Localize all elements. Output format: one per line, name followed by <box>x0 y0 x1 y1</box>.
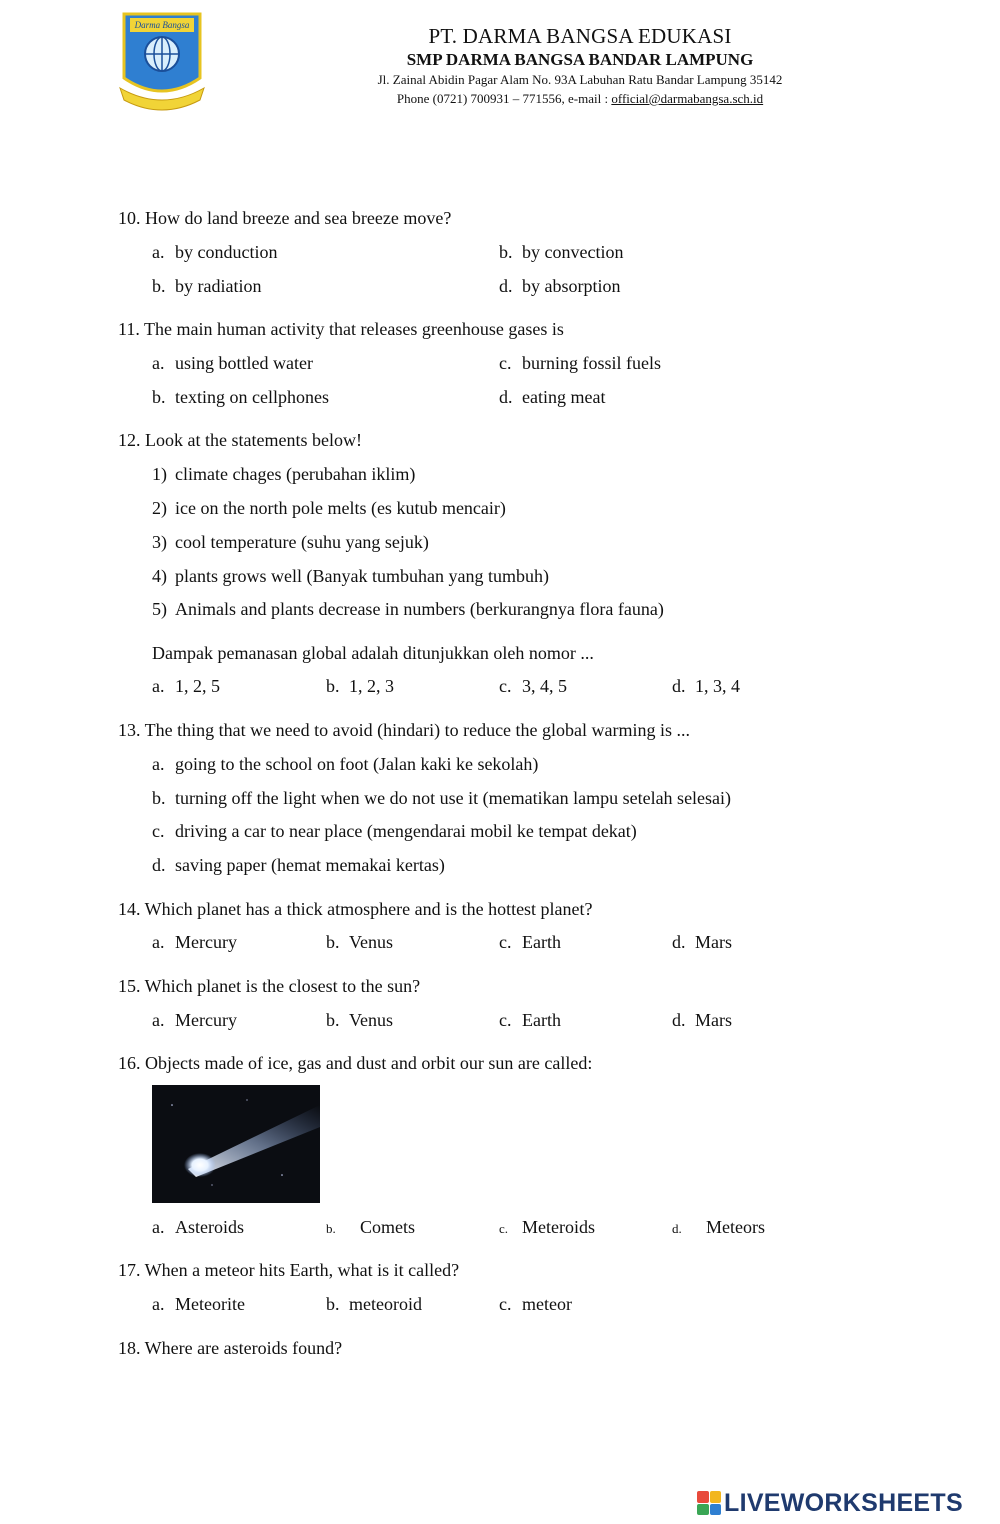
statement-number: 2) <box>152 498 167 518</box>
phone-text: Phone (0721) 700931 – 771556, e-mail : <box>396 91 612 106</box>
statement-text: plants grows well (Banyak tumbuhan yang tumbuh) <box>175 566 549 586</box>
option-letter: a. <box>152 676 165 696</box>
option-text: Comets <box>360 1217 416 1237</box>
q14-option[interactable] <box>499 932 561 953</box>
option-text: eating meat <box>522 387 606 407</box>
option-letter: a. <box>152 242 165 262</box>
option-letter: b. <box>326 1294 340 1314</box>
school-contact <box>0 91 1000 107</box>
q14-option[interactable] <box>152 932 237 953</box>
q16-option[interactable] <box>152 1217 244 1238</box>
option-text: texting on cellphones <box>175 387 329 407</box>
question-12: 12. Look at the statements below! <box>118 430 362 450</box>
option-text: Mars <box>695 932 732 952</box>
option-letter: c. <box>499 676 512 696</box>
option-letter: b. <box>152 387 166 407</box>
brand-text: LIVEWORKSHEETS <box>724 1488 963 1517</box>
option-text: 1, 3, 4 <box>695 676 740 696</box>
liveworksheets-icon <box>697 1491 721 1515</box>
statement <box>152 464 415 485</box>
option-text: meteor <box>522 1294 572 1314</box>
statement-number: 3) <box>152 532 167 552</box>
option-text: 3, 4, 5 <box>522 676 567 696</box>
question-16: 16. Objects made of ice, gas and dust and orbit our sun are called: <box>118 1053 593 1073</box>
option-text: Meteors <box>706 1217 765 1237</box>
q15-option[interactable] <box>672 1010 732 1031</box>
option-text: Earth <box>522 932 561 952</box>
q11-option[interactable] <box>152 387 329 408</box>
q12-option[interactable] <box>152 676 220 697</box>
q15-option[interactable] <box>499 1010 561 1031</box>
option-letter: c. <box>499 932 512 952</box>
statement-number: 1) <box>152 464 167 484</box>
statement <box>152 599 664 620</box>
q13-option[interactable] <box>152 855 445 876</box>
option-text: saving paper (hemat memakai kertas) <box>175 855 445 875</box>
comet-image <box>152 1085 320 1203</box>
q15-option[interactable] <box>152 1010 237 1031</box>
q12-option[interactable] <box>326 676 394 697</box>
option-letter: c. <box>499 1294 512 1314</box>
option-text: by convection <box>522 242 624 262</box>
q15-option[interactable] <box>326 1010 393 1031</box>
option-text: 1, 2, 3 <box>349 676 394 696</box>
option-text: Venus <box>349 932 393 952</box>
statement <box>152 532 429 553</box>
question-10: 10. How do land breeze and sea breeze move? <box>118 208 452 228</box>
statement-text: ice on the north pole melts (es kutub mencair) <box>175 498 506 518</box>
option-letter: d. <box>672 1221 682 1236</box>
q11-option[interactable] <box>152 353 313 374</box>
option-letter: b. <box>326 676 340 696</box>
option-text: turning off the light when we do not use it (mematikan lampu setelah selesai) <box>175 788 732 808</box>
q11-option[interactable] <box>499 387 605 408</box>
option-letter: b. <box>326 1010 340 1030</box>
option-text: by absorption <box>522 276 621 296</box>
option-text: by radiation <box>175 276 262 296</box>
question-11: 11. The main human activity that releases greenhouse gases is <box>118 319 564 339</box>
option-text: burning fossil fuels <box>522 353 661 373</box>
option-letter: b. <box>499 242 513 262</box>
option-text: Meteorite <box>175 1294 245 1314</box>
q17-option[interactable] <box>326 1294 422 1315</box>
option-text: Asteroids <box>175 1217 244 1237</box>
option-text: using bottled water <box>175 353 313 373</box>
q10-option[interactable] <box>152 242 277 263</box>
statement-number: 4) <box>152 566 167 586</box>
q16-option[interactable] <box>326 1217 415 1238</box>
q11-option[interactable] <box>499 353 661 374</box>
option-text: Mercury <box>175 1010 237 1030</box>
statement-text: Animals and plants decrease in numbers (berkurangnya flora fauna) <box>175 599 664 619</box>
logo-text: Darma Bangsa <box>134 20 190 30</box>
option-text: driving a car to near place (mengendarai mobil ke tempat dekat) <box>175 821 637 841</box>
option-text: going to the school on foot (Jalan kaki ke sekolah) <box>175 754 539 774</box>
option-letter: c. <box>499 1221 509 1236</box>
option-letter: a. <box>152 1010 165 1030</box>
option-letter: a. <box>152 754 165 774</box>
q13-option[interactable] <box>152 788 731 809</box>
option-letter: d. <box>672 932 686 952</box>
statement <box>152 498 506 519</box>
statement <box>152 566 549 587</box>
option-text: Earth <box>522 1010 561 1030</box>
option-letter: c. <box>152 821 165 841</box>
q12-option[interactable] <box>672 676 740 697</box>
option-text: 1, 2, 5 <box>175 676 220 696</box>
option-letter: d. <box>499 387 513 407</box>
liveworksheets-logo[interactable] <box>697 1488 963 1518</box>
q16-option[interactable] <box>672 1217 765 1238</box>
q16-option[interactable] <box>499 1217 595 1238</box>
q14-option[interactable] <box>326 932 393 953</box>
q12-option[interactable] <box>499 676 567 697</box>
option-text: Mercury <box>175 932 237 952</box>
option-letter: a. <box>152 1294 165 1314</box>
q10-option[interactable] <box>499 242 623 263</box>
q14-option[interactable] <box>672 932 732 953</box>
option-letter: b. <box>326 932 340 952</box>
option-text: Meteroids <box>522 1217 595 1237</box>
statement-text: climate chages (perubahan iklim) <box>175 464 416 484</box>
question-13: 13. The thing that we need to avoid (hindari) to reduce the global warming is ... <box>118 720 691 740</box>
q13-option[interactable] <box>152 821 637 842</box>
option-letter: d. <box>152 855 166 875</box>
option-text: Venus <box>349 1010 393 1030</box>
q12-prompt: Dampak pemanasan global adalah ditunjukkan oleh nomor ... <box>152 643 594 663</box>
q10-option[interactable] <box>499 276 621 297</box>
email-link[interactable]: official@darmabangsa.sch.id <box>611 91 764 106</box>
q13-option[interactable] <box>152 754 538 775</box>
question-18: 18. Where are asteroids found? <box>118 1338 343 1358</box>
company-name: PT. DARMA BANGSA EDUKASI <box>428 24 732 48</box>
school-name: SMP DARMA BANGSA BANDAR LAMPUNG <box>406 50 754 69</box>
option-letter: d. <box>672 676 686 696</box>
q17-option[interactable] <box>152 1294 245 1315</box>
option-letter: d. <box>499 276 513 296</box>
option-letter: a. <box>152 353 165 373</box>
option-letter: c. <box>499 353 512 373</box>
question-14: 14. Which planet has a thick atmosphere and is the hottest planet? <box>118 899 593 919</box>
school-address: Jl. Zainal Abidin Pagar Alam No. 93A Labuhan Ratu Bandar Lampung 35142 <box>377 72 783 87</box>
statement-number: 5) <box>152 599 167 619</box>
question-15: 15. Which planet is the closest to the sun? <box>118 976 421 996</box>
option-text: by conduction <box>175 242 278 262</box>
option-letter: b. <box>152 276 166 296</box>
option-letter: b. <box>152 788 166 808</box>
option-letter: a. <box>152 932 165 952</box>
option-letter: b. <box>326 1221 336 1236</box>
option-letter: c. <box>499 1010 512 1030</box>
statement-text: cool temperature (suhu yang sejuk) <box>175 532 429 552</box>
option-letter: a. <box>152 1217 165 1237</box>
option-text: meteoroid <box>349 1294 422 1314</box>
option-letter: d. <box>672 1010 686 1030</box>
option-text: Mars <box>695 1010 732 1030</box>
question-17: 17. When a meteor hits Earth, what is it called? <box>118 1260 460 1280</box>
q17-option[interactable] <box>499 1294 572 1315</box>
q10-option[interactable] <box>152 276 261 297</box>
